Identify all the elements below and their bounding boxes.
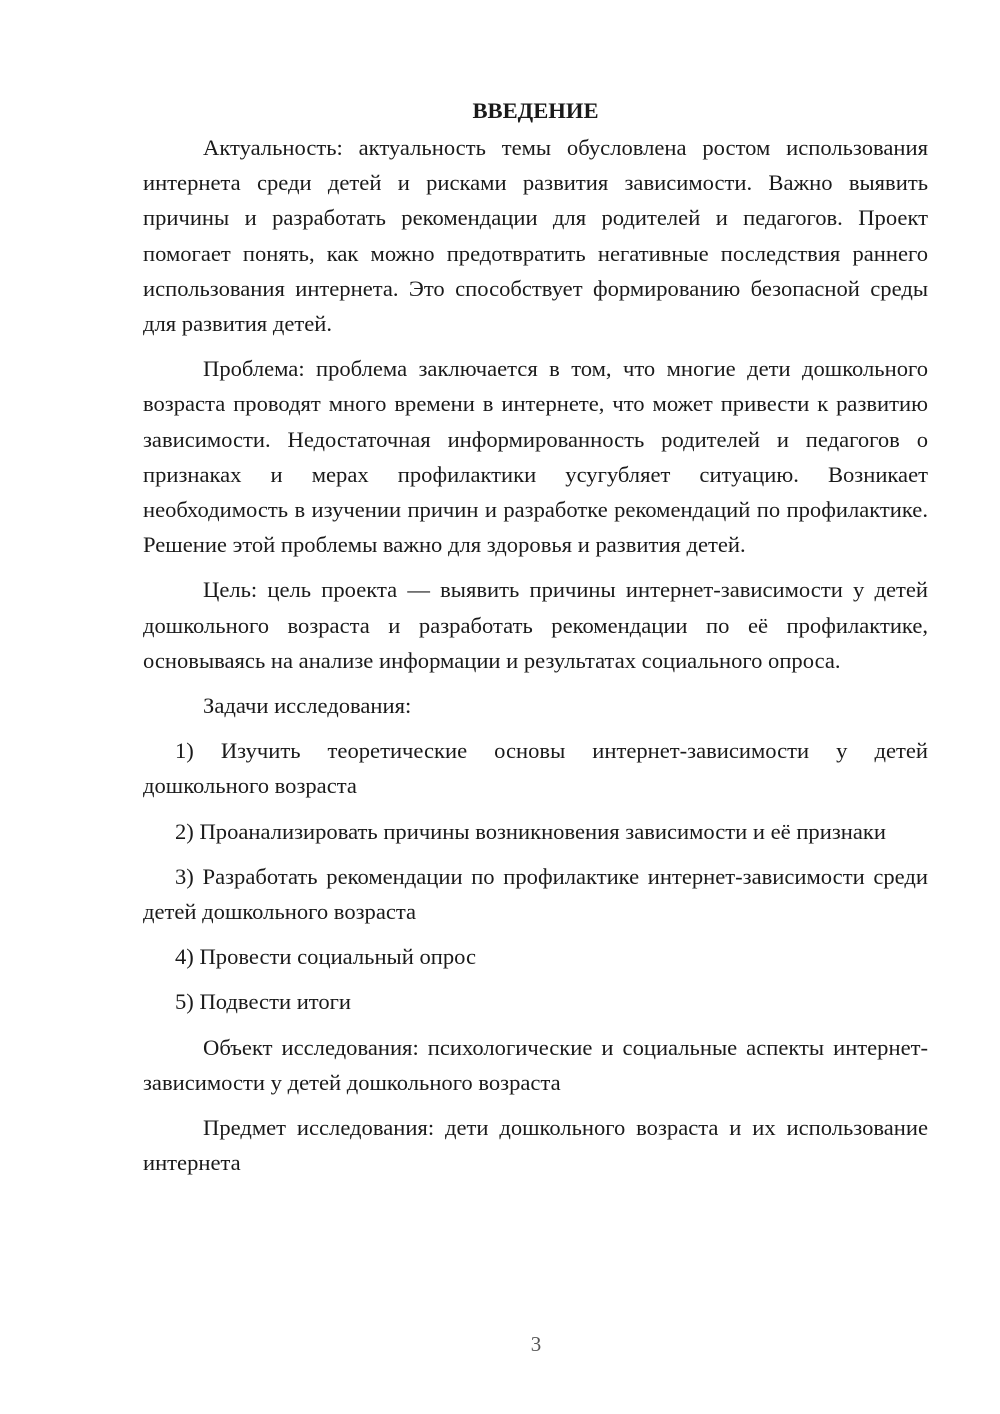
task-item-2: 2) Проанализировать причины возникновения зависимости и её признаки	[175, 818, 886, 844]
paragraph-relevance: Актуальность: актуальность темы обусловлена ростом использования интернета среди детей и рисками развития зависимости. Важно выявить причины и разработать рекомендации для родителей и педагогов. Проект помогает понять, как можно предотвратить негативные последствия раннего использования интернета. Это способствует формированию безопасной среды для развития детей.	[143, 135, 928, 337]
paragraph-problem: Проблема: проблема заключается в том, что многие дети дошкольного возраста проводят много времени в интернете, что может привести к развитию зависимости. Недостаточная информированность родителей и педагогов о признаках и мерах профилактики усугубляет ситуацию. Возникает необходимость в изучении причин и разработке рекомендаций по профилактике. Решение этой проблемы важно для здоровья и развития детей.	[143, 356, 928, 558]
task-item-3: 3) Разработать рекомендации по профилактике интернет-зависимости среди детей дошкольного возраста	[143, 863, 928, 925]
paragraph-goal: Цель: цель проекта — выявить причины интернет-зависимости у детей дошкольного возраста и разработать рекомендации по её профилактике, основываясь на анализе информации и результатах социального опроса.	[143, 577, 928, 673]
task-item-1: 1) Изучить теоретические основы интернет-зависимости у детей дошкольного возраста	[143, 738, 928, 799]
paragraph-object: Объект исследования: психологические и социальные аспекты интернет-зависимости у детей дошкольного возраста	[143, 1034, 928, 1095]
document-page	[143, 92, 928, 1190]
page-number: 3	[530, 1332, 542, 1356]
task-item-5: 5) Подвести итоги	[175, 989, 352, 1015]
section-title: ВВЕДЕНИЕ	[472, 98, 599, 123]
tasks-heading: Задачи исследования:	[203, 693, 412, 719]
task-item-4: 4) Провести социальный опрос	[175, 944, 477, 970]
paragraph-subject: Предмет исследования: дети дошкольного возраста и их использование интернета	[143, 1115, 928, 1176]
